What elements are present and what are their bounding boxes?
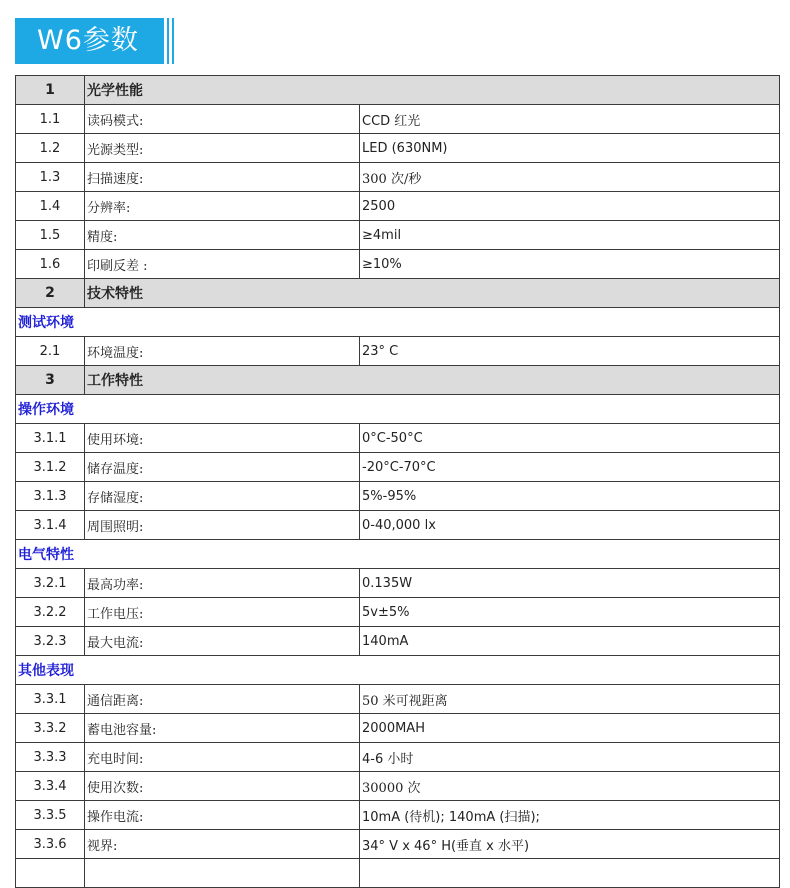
row-value: 0°C-50°C	[360, 424, 780, 453]
row-label: 扫描速度:	[85, 163, 360, 192]
row-number: 3.1.3	[16, 482, 85, 511]
table-row	[16, 598, 780, 627]
row-label: 最高功率:	[85, 569, 360, 598]
row-value: 140mA	[360, 627, 780, 656]
group-title: 操作环境	[16, 395, 780, 424]
row-value: 23° C	[360, 337, 780, 366]
table-row	[16, 134, 780, 163]
row-number: 3.2.1	[16, 569, 85, 598]
row-number	[16, 859, 85, 888]
table-row	[16, 163, 780, 192]
table-row	[16, 859, 780, 888]
title-accent-bar	[167, 18, 169, 64]
table-row	[16, 685, 780, 714]
row-label: 使用次数:	[85, 772, 360, 801]
row-number: 3.3.2	[16, 714, 85, 743]
table-row	[16, 192, 780, 221]
row-value: CCD 红光	[360, 105, 780, 134]
row-label: 分辨率:	[85, 192, 360, 221]
table-row	[16, 627, 780, 656]
table-row	[16, 453, 780, 482]
table-row	[16, 801, 780, 830]
section-title: 工作特性	[85, 366, 780, 395]
row-value: 10mA (待机); 140mA (扫描);	[360, 801, 780, 830]
section-row	[16, 366, 780, 395]
row-label: 精度:	[85, 221, 360, 250]
row-number: 3.3.6	[16, 830, 85, 859]
row-number: 3.1.1	[16, 424, 85, 453]
row-number: 2.1	[16, 337, 85, 366]
row-label: 储存温度:	[85, 453, 360, 482]
row-number: 3.3.3	[16, 743, 85, 772]
row-label: 读码模式:	[85, 105, 360, 134]
row-value: 30000 次	[360, 772, 780, 801]
table-row	[16, 337, 780, 366]
group-row	[16, 395, 780, 424]
section-title: 技术特性	[85, 279, 780, 308]
row-number: 3.2.3	[16, 627, 85, 656]
group-title: 其他表现	[16, 656, 780, 685]
row-number: 1.2	[16, 134, 85, 163]
row-value: 2000MAH	[360, 714, 780, 743]
group-title: 测试环境	[16, 308, 780, 337]
row-number: 3.1.2	[16, 453, 85, 482]
row-label: 印刷反差 :	[85, 250, 360, 279]
row-label: 使用环境:	[85, 424, 360, 453]
row-label: 充电时间:	[85, 743, 360, 772]
table-row	[16, 105, 780, 134]
row-value: 50 米可视距离	[360, 685, 780, 714]
spec-table	[15, 75, 780, 888]
row-number: 1.4	[16, 192, 85, 221]
page-title-banner	[15, 18, 164, 64]
group-row	[16, 540, 780, 569]
row-value: 5v±5%	[360, 598, 780, 627]
row-value: 300 次/秒	[360, 163, 780, 192]
table-row	[16, 250, 780, 279]
row-label: 周围照明:	[85, 511, 360, 540]
row-number: 1.3	[16, 163, 85, 192]
row-value: ≥10%	[360, 250, 780, 279]
section-number: 3	[16, 366, 85, 395]
row-value: 5%-95%	[360, 482, 780, 511]
row-label: 存储湿度:	[85, 482, 360, 511]
section-title: 光学性能	[85, 76, 780, 105]
row-number: 3.3.5	[16, 801, 85, 830]
row-value: 0-40,000 lx	[360, 511, 780, 540]
page-title: W6参数	[37, 25, 139, 56]
row-value: 2500	[360, 192, 780, 221]
row-label: 操作电流:	[85, 801, 360, 830]
table-row	[16, 482, 780, 511]
row-number: 3.2.2	[16, 598, 85, 627]
section-row	[16, 76, 780, 105]
row-label: 蓄电池容量:	[85, 714, 360, 743]
row-value: 34° V x 46° H(垂直 x 水平)	[360, 830, 780, 859]
table-row	[16, 830, 780, 859]
row-label: 环境温度:	[85, 337, 360, 366]
section-row	[16, 279, 780, 308]
table-row	[16, 424, 780, 453]
row-number: 1.1	[16, 105, 85, 134]
row-number: 3.1.4	[16, 511, 85, 540]
row-label	[85, 859, 360, 888]
row-label: 视界:	[85, 830, 360, 859]
table-row	[16, 743, 780, 772]
row-value: LED (630NM)	[360, 134, 780, 163]
group-title: 电气特性	[16, 540, 780, 569]
table-row	[16, 714, 780, 743]
row-number: 1.5	[16, 221, 85, 250]
row-value	[360, 859, 780, 888]
table-row	[16, 772, 780, 801]
row-number: 1.6	[16, 250, 85, 279]
title-accent-bar	[172, 18, 174, 64]
group-row	[16, 308, 780, 337]
table-row	[16, 221, 780, 250]
row-label: 最大电流:	[85, 627, 360, 656]
row-value: -20°C-70°C	[360, 453, 780, 482]
row-number: 3.3.1	[16, 685, 85, 714]
row-number: 3.3.4	[16, 772, 85, 801]
row-value: 0.135W	[360, 569, 780, 598]
row-label: 光源类型:	[85, 134, 360, 163]
row-value: 4-6 小时	[360, 743, 780, 772]
group-row	[16, 656, 780, 685]
row-label: 通信距离:	[85, 685, 360, 714]
row-value: ≥4mil	[360, 221, 780, 250]
section-number: 1	[16, 76, 85, 105]
section-number: 2	[16, 279, 85, 308]
table-row	[16, 569, 780, 598]
row-label: 工作电压:	[85, 598, 360, 627]
table-row	[16, 511, 780, 540]
